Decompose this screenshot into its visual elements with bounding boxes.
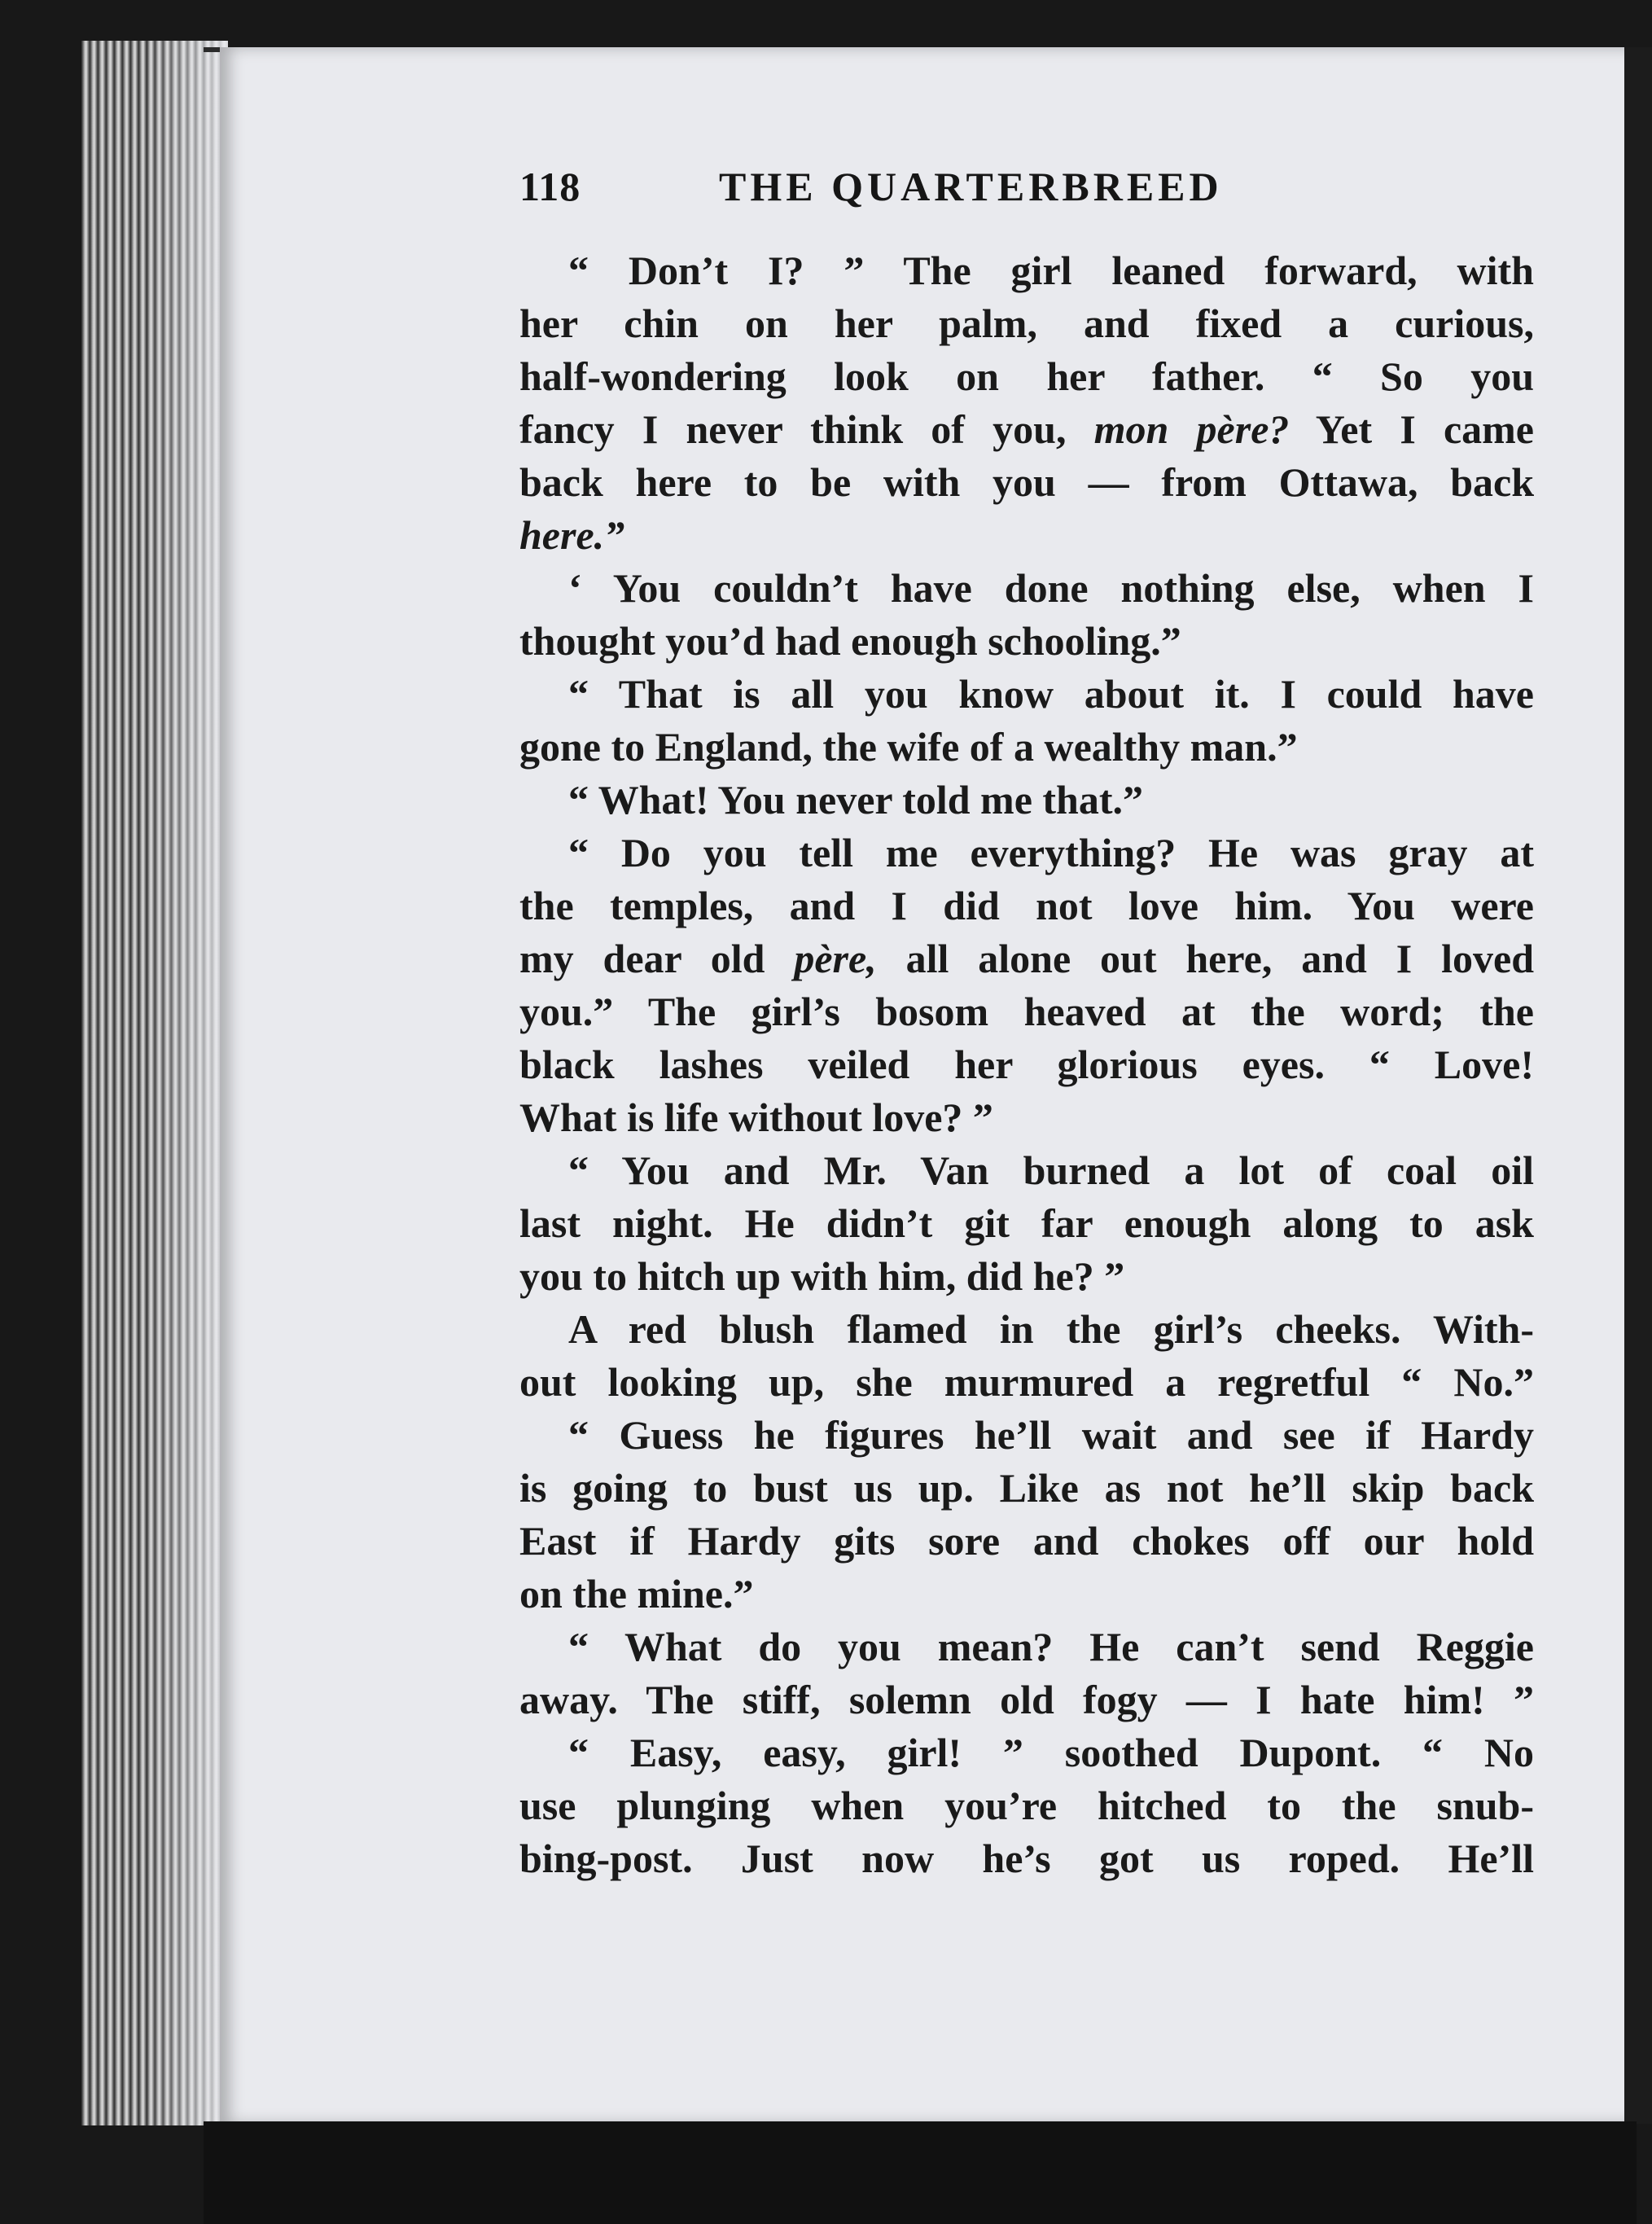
text-line: gone to England, the wife of a wealthy man.” <box>519 724 1298 770</box>
text-line: away. The stiff, solemn old fogy — I hate him! ” <box>519 1677 1534 1722</box>
italic-phrase: here.” <box>519 512 625 558</box>
page-gutter-shadow <box>147 41 228 2125</box>
body-text <box>519 244 1534 1885</box>
text-line: “ You and Mr. Van burned a lot of coal oil <box>568 1147 1534 1193</box>
text-line: “ Don’t I? ” The girl leaned forward, with <box>568 248 1534 293</box>
text-line: “ Easy, easy, girl! ” soothed Dupont. “ No <box>568 1730 1534 1775</box>
running-title: THE QUARTERBREED <box>719 164 1223 209</box>
text-line <box>519 403 1534 456</box>
text-line: “ What! You never told me that.” <box>568 777 1144 822</box>
text-line: “ Do you tell me everything? He was gray at <box>568 830 1534 875</box>
text-line: her chin on her palm, and fixed a curious, <box>519 300 1534 346</box>
text-line: What is life without love? ” <box>519 1094 993 1140</box>
text-line: “ Guess he figures he’ll wait and see if Hardy <box>568 1412 1534 1458</box>
text-line: “ What do you mean? He can’t send Reggie <box>568 1624 1534 1669</box>
text-line: bing-post. Just now he’s got us roped. He’ll <box>519 1836 1534 1881</box>
text-line: East if Hardy gits sore and chokes off our hold <box>519 1518 1534 1564</box>
text-line <box>519 932 1534 985</box>
running-header <box>519 163 1537 212</box>
text-line: half-wondering look on her father. “ So you <box>519 353 1534 399</box>
scan-right-border <box>1624 47 1652 2124</box>
italic-phrase: père, <box>794 936 877 981</box>
text-line: back here to be with you — from Ottawa, back <box>519 459 1534 505</box>
text-line: you.” The girl’s bosom heaved at the word; the <box>519 989 1534 1034</box>
text-segment: my dear old <box>519 936 795 981</box>
text-line: on the mine.” <box>519 1571 754 1616</box>
italic-phrase: mon père? <box>1093 406 1290 452</box>
page-number: 118 <box>519 164 581 209</box>
text-line: black lashes veiled her glorious eyes. “ Love! <box>519 1042 1534 1087</box>
text-line: last night. He didn’t git far enough along to ask <box>519 1200 1534 1246</box>
text-line <box>519 509 1534 562</box>
text-line: you to hitch up with him, did he? ” <box>519 1253 1125 1299</box>
text-line: use plunging when you’re hitched to the snub- <box>519 1783 1534 1828</box>
text-line: thought you’d had enough schooling.” <box>519 618 1181 664</box>
text-line: “ That is all you know about it. I could have <box>568 671 1534 717</box>
text-line: is going to bust us up. Like as not he’ll skip back <box>519 1465 1534 1511</box>
text-line: out looking up, she murmured a regretful “ No.” <box>519 1359 1534 1405</box>
text-segment: all alone out here, and I loved <box>876 936 1534 981</box>
text-line: A red blush flamed in the girl’s cheeks. With- <box>568 1306 1534 1352</box>
text-segment: Yet I came <box>1289 406 1534 452</box>
text-segment: fancy I never think of you, <box>519 406 1094 452</box>
scan-bottom-border <box>204 2121 1637 2224</box>
text-line: ‘ You couldn’t have done nothing else, when I <box>568 565 1534 611</box>
text-line: the temples, and I did not love him. You were <box>519 883 1534 928</box>
